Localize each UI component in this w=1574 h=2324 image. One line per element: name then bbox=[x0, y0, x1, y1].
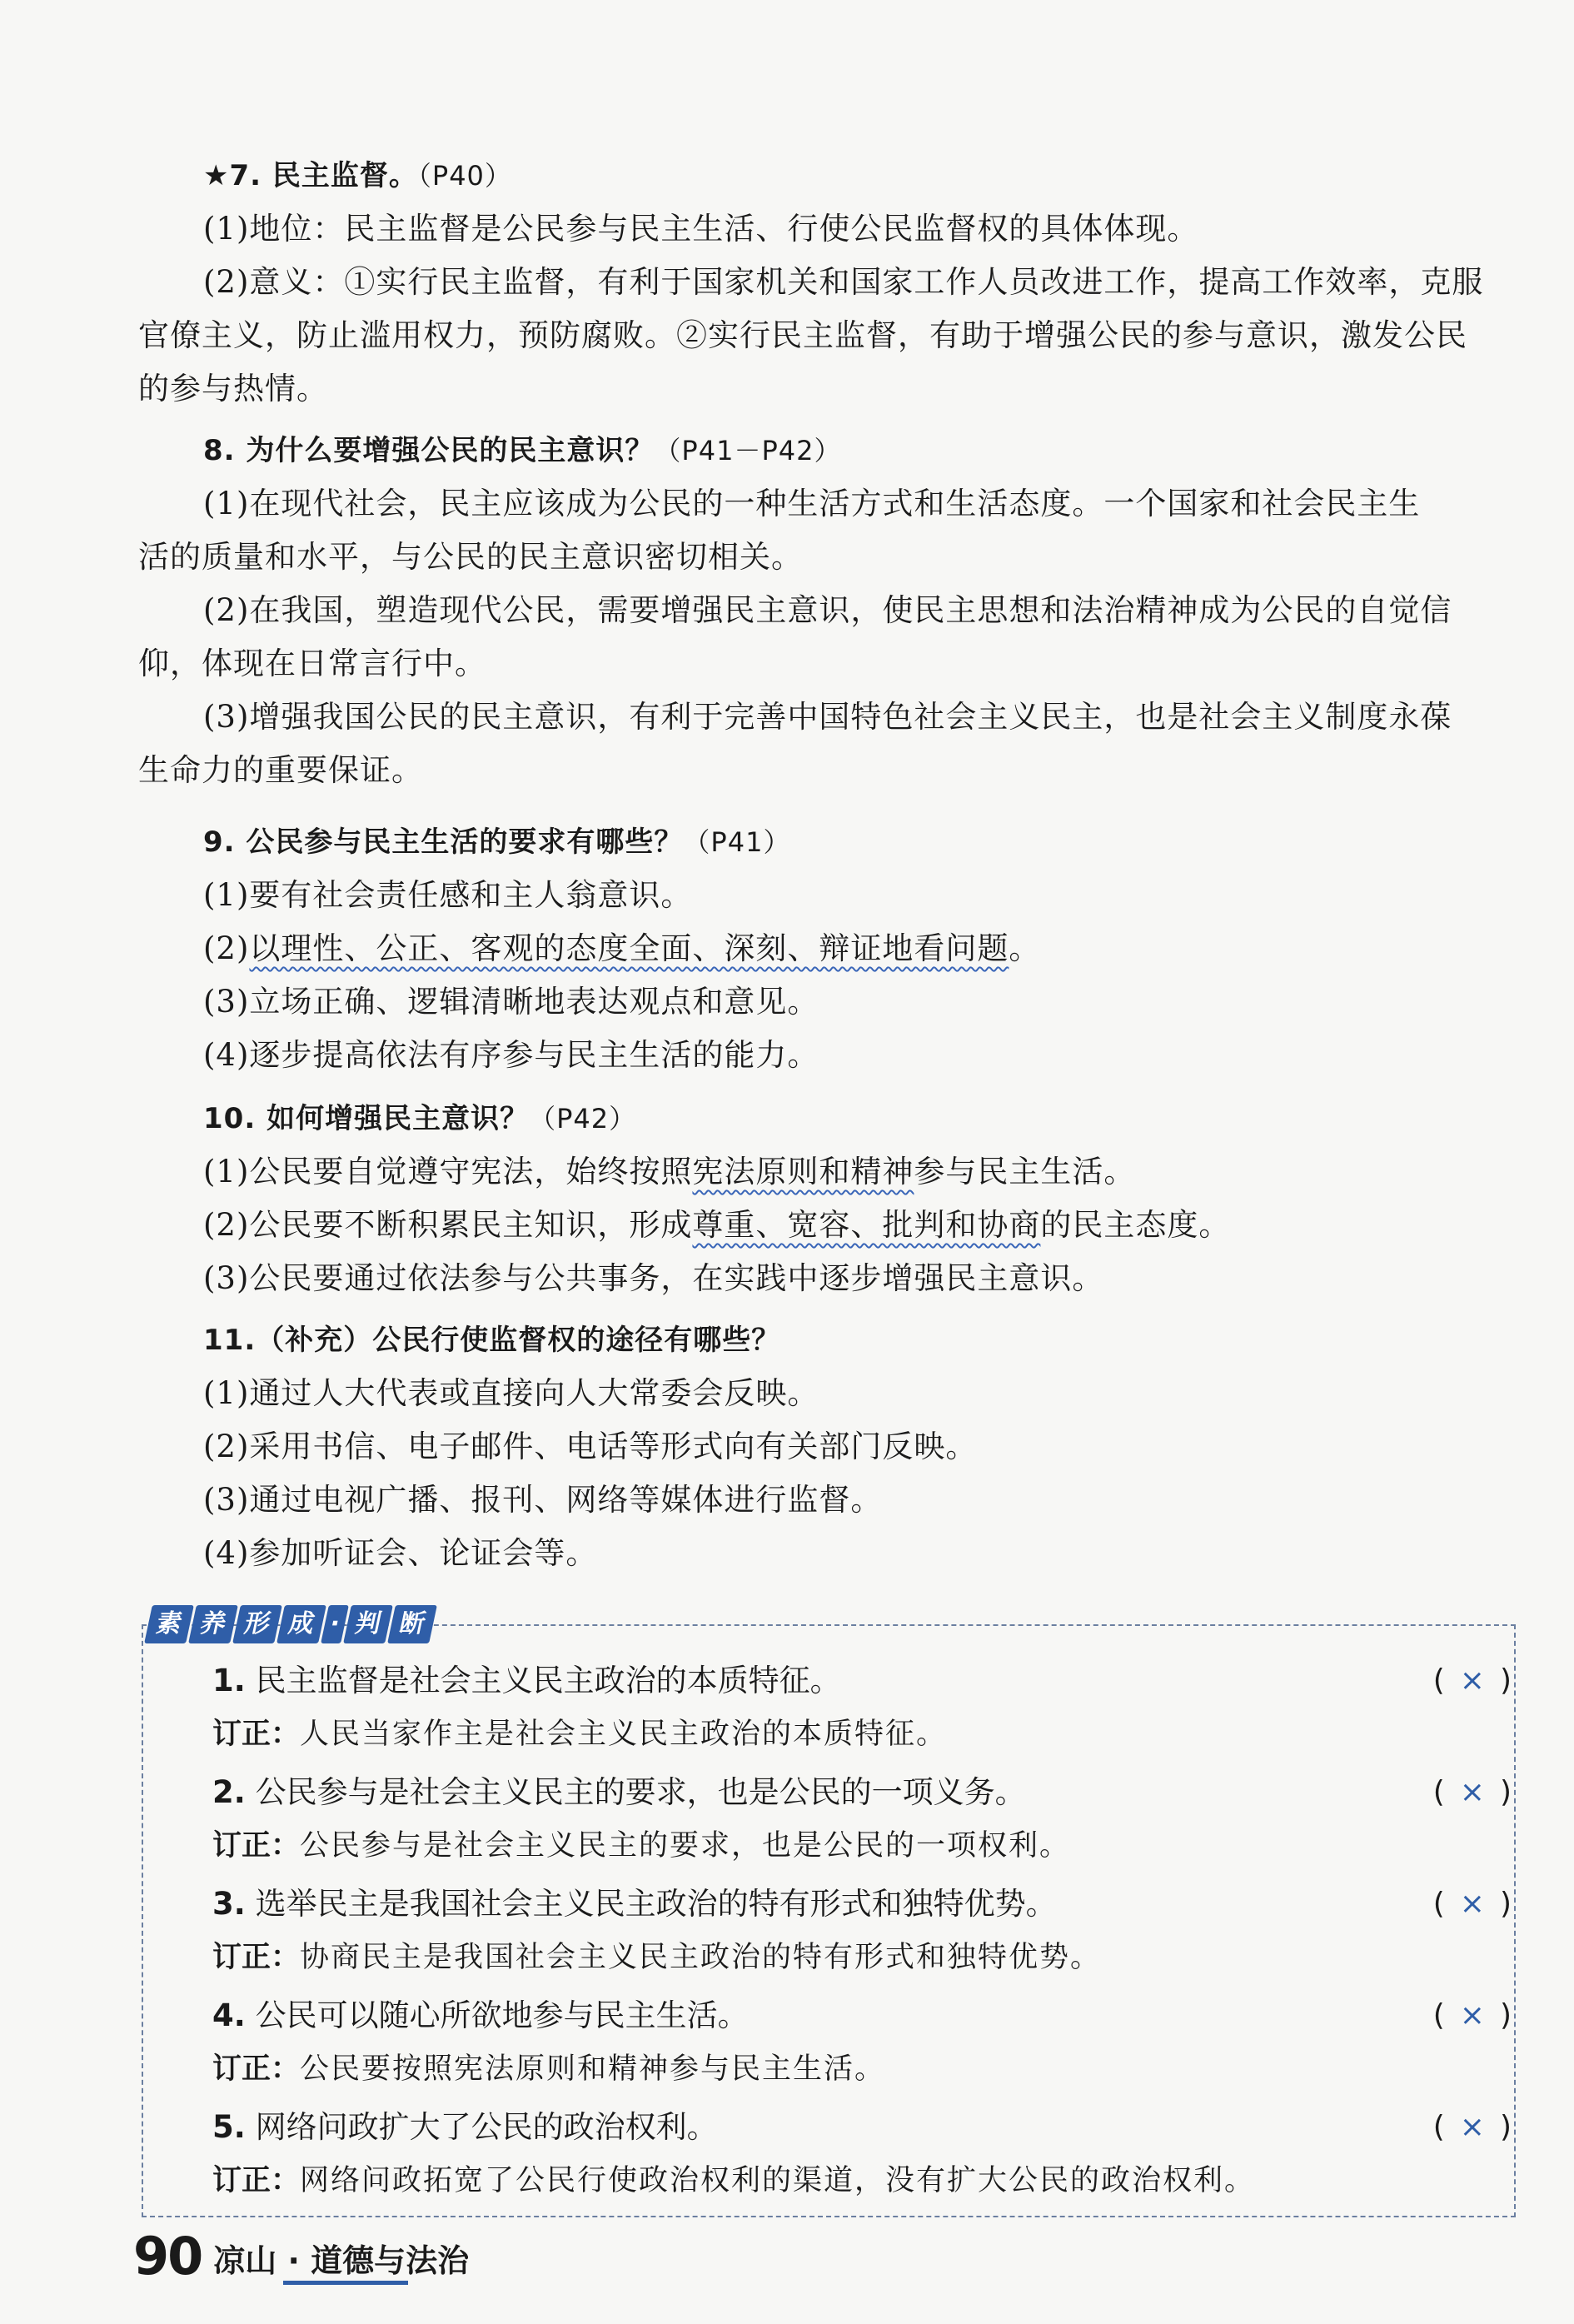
banner-char: 成 bbox=[276, 1605, 326, 1643]
cross-mark: × bbox=[1459, 2110, 1485, 2144]
section-title: 10. 如何增强民主意识？ bbox=[203, 1102, 530, 1135]
wavy-underlined-text: 宪法原则和精神 bbox=[692, 1154, 914, 1189]
page-reference: （P40） bbox=[417, 160, 512, 192]
cross-mark: × bbox=[1459, 1663, 1485, 1698]
section-9 bbox=[138, 815, 1521, 1082]
practice-correction bbox=[212, 1931, 1512, 1984]
banner-char: 判 bbox=[343, 1605, 393, 1643]
paragraph: (3)增强我国公民的民主意识，有利于完善中国特色社会主义民主，也是社会主义制度永葆 bbox=[203, 699, 1452, 735]
section-11-heading bbox=[138, 1313, 1521, 1367]
question-text: 网络问政扩大了公民的政治权利。 bbox=[255, 2109, 718, 2145]
practice-correction bbox=[212, 1819, 1512, 1873]
correction-label: 订正： bbox=[212, 2052, 301, 2086]
question-number: 2. bbox=[212, 1774, 246, 1810]
practice-question bbox=[212, 1989, 1512, 2042]
practice-correction bbox=[212, 1708, 1512, 1761]
question-text: 公民可以随心所欲地参与民主生活。 bbox=[255, 1997, 749, 2033]
correction-label: 订正： bbox=[212, 1941, 301, 1974]
item-prefix: (2)公民要不断积累民主知识，形成 bbox=[203, 1207, 693, 1243]
banner-dot: · bbox=[321, 1605, 349, 1643]
banner-char: 素 bbox=[144, 1605, 194, 1643]
banner-char: 断 bbox=[387, 1605, 437, 1643]
cross-mark: × bbox=[1459, 1998, 1485, 2032]
paragraph: 的参与热情。 bbox=[138, 371, 328, 406]
correction-text: 人民当家作主是社会主义民主政治的本质特征。 bbox=[300, 1718, 948, 1751]
page-reference: （P41－P42） bbox=[654, 435, 842, 466]
answer-mark: ( × ) bbox=[1432, 1887, 1512, 1921]
paragraph: 官僚主义，防止滥用权力，预防腐败。②实行民主监督，有助于增强公民的参与意识，激发公民 bbox=[138, 317, 1467, 353]
paragraph: (3)公民要通过依法参与公共事务，在实践中逐步增强民主意识。 bbox=[203, 1260, 1104, 1296]
wavy-underlined-text: 尊重、宽容、批判和协商 bbox=[692, 1207, 1041, 1243]
banner-char: 形 bbox=[232, 1605, 282, 1643]
practice-question bbox=[212, 2101, 1512, 2154]
practice-item-1 bbox=[212, 1654, 1512, 1761]
paragraph: (1)要有社会责任感和主人翁意识。 bbox=[203, 877, 693, 913]
section-title: 8. 为什么要增强公民的民主意识？ bbox=[203, 434, 655, 467]
section-title: ★7. 民主监督。 bbox=[203, 159, 418, 192]
question-number: 5. bbox=[212, 2109, 246, 2145]
section-title: 11.（补充）公民行使监督权的途径有哪些？ bbox=[203, 1324, 781, 1357]
practice-question bbox=[212, 1878, 1512, 1931]
section-11 bbox=[138, 1313, 1521, 1580]
item-prefix: (1)公民要自觉遵守宪法，始终按照 bbox=[203, 1154, 693, 1189]
practice-correction bbox=[212, 2042, 1512, 2096]
cross-mark: × bbox=[1459, 1887, 1485, 1921]
section-8-heading bbox=[138, 423, 1521, 477]
practice-question bbox=[212, 1654, 1512, 1708]
correction-text: 公民参与是社会主义民主的要求，也是公民的一项权利。 bbox=[300, 1829, 1071, 1863]
book-title: 凉山 · 道德与法治 bbox=[213, 2242, 470, 2279]
paragraph bbox=[138, 1145, 1521, 1199]
paragraph: (3)通过电视广播、报刊、网络等媒体进行监督。 bbox=[203, 1482, 883, 1518]
section-title: 9. 公民参与民主生活的要求有哪些？ bbox=[203, 825, 684, 859]
paragraph: (2)采用书信、电子邮件、电话等形式向有关部门反映。 bbox=[203, 1429, 978, 1464]
question-text: 公民参与是社会主义民主的要求，也是公民的一项义务。 bbox=[255, 1774, 1026, 1810]
answer-mark: ( × ) bbox=[1432, 1775, 1512, 1809]
wavy-underlined-text: 以理性、公正、客观的态度全面、深刻、辩证地看问题 bbox=[249, 930, 1009, 966]
page-footer bbox=[133, 2222, 469, 2286]
item-suffix: 。 bbox=[1009, 930, 1041, 966]
paragraph: (4)逐步提高依法有序参与民主生活的能力。 bbox=[203, 1037, 819, 1073]
question-text: 选举民主是我国社会主义民主政治的特有形式和独特优势。 bbox=[255, 1886, 1057, 1922]
paragraph: 生命力的重要保证。 bbox=[138, 752, 423, 788]
correction-label: 订正： bbox=[212, 1718, 301, 1751]
correction-text: 网络问政拓宽了公民行使政治权利的渠道，没有扩大公民的政治权利。 bbox=[300, 2164, 1256, 2197]
practice-item-4 bbox=[212, 1989, 1512, 2096]
correction-label: 订正： bbox=[212, 1829, 301, 1863]
answer-mark: ( × ) bbox=[1432, 2110, 1512, 2144]
section-9-heading bbox=[138, 815, 1521, 869]
section-10-heading bbox=[138, 1091, 1521, 1145]
practice-item-5 bbox=[212, 2101, 1512, 2207]
paragraph: (1)地位：民主监督是公民参与民主生活、行使公民监督权的具体体现。 bbox=[203, 211, 1199, 247]
item-prefix: (2) bbox=[203, 930, 250, 966]
paragraph: (4)参加听证会、论证会等。 bbox=[203, 1535, 598, 1571]
paragraph: 活的质量和水平，与公民的民主意识密切相关。 bbox=[138, 539, 803, 575]
page-number: 90 bbox=[133, 2226, 202, 2287]
section-7 bbox=[138, 148, 1521, 416]
practice-banner bbox=[148, 1604, 436, 1644]
question-text: 民主监督是社会主义民主政治的本质特征。 bbox=[255, 1663, 841, 1698]
paragraph: (3)立场正确、逻辑清晰地表达观点和意见。 bbox=[203, 984, 819, 1020]
paragraph bbox=[138, 922, 1521, 975]
practice-correction bbox=[212, 2154, 1512, 2207]
cross-mark: × bbox=[1459, 1775, 1485, 1809]
paragraph: (1)通过人大代表或直接向人大常委会反映。 bbox=[203, 1375, 819, 1411]
footer-underline bbox=[283, 2281, 408, 2285]
correction-text: 协商民主是我国社会主义民主政治的特有形式和独特优势。 bbox=[300, 1941, 1102, 1974]
section-7-heading bbox=[138, 148, 1521, 202]
practice-question bbox=[212, 1766, 1512, 1819]
section-10 bbox=[138, 1091, 1521, 1305]
section-8 bbox=[138, 423, 1521, 797]
correction-label: 订正： bbox=[212, 2164, 301, 2197]
paragraph bbox=[138, 1199, 1521, 1252]
answer-mark: ( × ) bbox=[1432, 1663, 1512, 1698]
paragraph: (1)在现代社会，民主应该成为公民的一种生活方式和生活态度。一个国家和社会民主生 bbox=[203, 486, 1421, 521]
question-number: 3. bbox=[212, 1886, 246, 1922]
paragraph: (2)意义：①实行民主监督，有利于国家机关和国家工作人员改进工作，提高工作效率，克服 bbox=[203, 264, 1484, 300]
answer-mark: ( × ) bbox=[1432, 1998, 1512, 2032]
question-number: 4. bbox=[212, 1997, 246, 2033]
practice-item-2 bbox=[212, 1766, 1512, 1873]
item-suffix: 参与民主生活。 bbox=[914, 1154, 1136, 1189]
paragraph: 仰，体现在日常言行中。 bbox=[138, 646, 486, 681]
page-reference: （P41） bbox=[683, 826, 791, 858]
paragraph: (2)在我国，塑造现代公民，需要增强民主意识，使民主思想和法治精神成为公民的自觉信 bbox=[203, 592, 1452, 628]
page-reference: （P42） bbox=[529, 1103, 637, 1135]
practice-item-3 bbox=[212, 1878, 1512, 1984]
correction-text: 公民要按照宪法原则和精神参与民主生活。 bbox=[300, 2052, 886, 2086]
item-suffix: 的民主态度。 bbox=[1040, 1207, 1231, 1243]
banner-char: 养 bbox=[188, 1605, 238, 1643]
question-number: 1. bbox=[212, 1663, 246, 1698]
